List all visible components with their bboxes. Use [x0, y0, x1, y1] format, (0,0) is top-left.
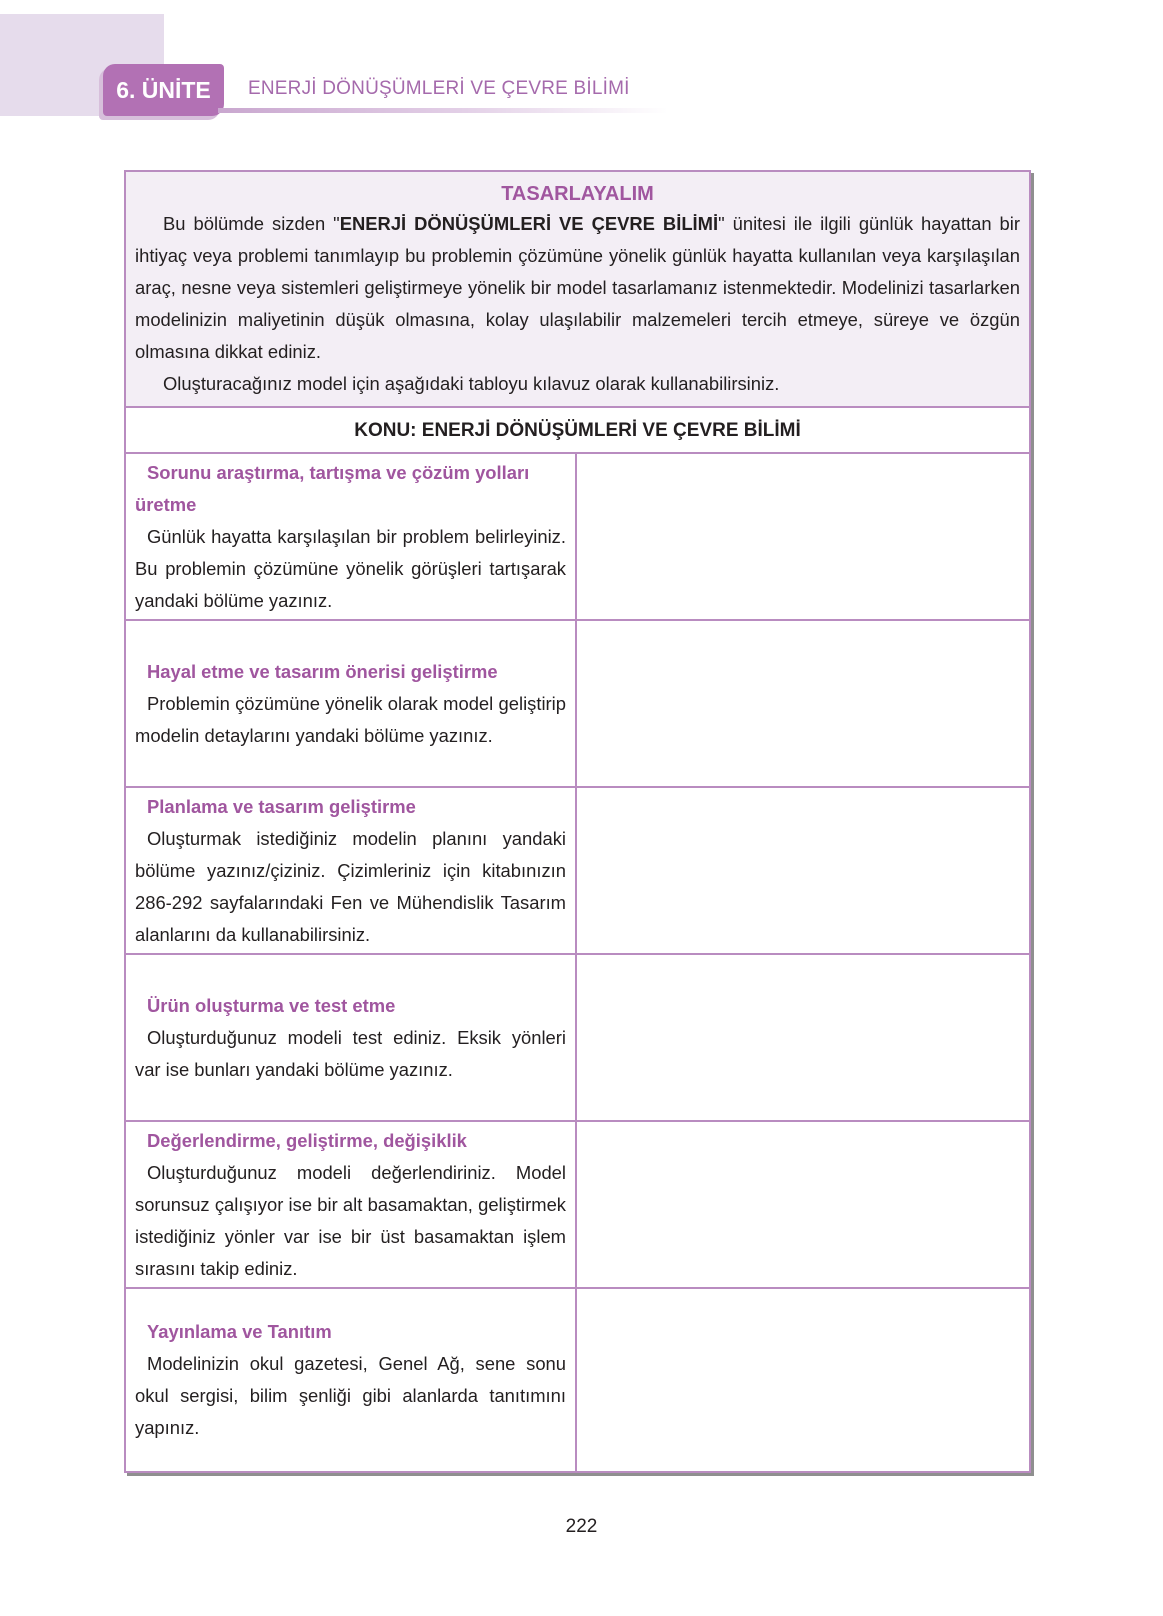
step-text: Problemin çözümüne yönelik olarak model geliştirip modelin detaylarını yandaki bölüme yazınız. — [135, 692, 566, 746]
step-title: Ürün oluşturma ve test etme — [147, 994, 396, 1016]
step-row — [126, 454, 1029, 621]
step-instructions — [126, 955, 577, 1120]
step-instructions — [126, 1289, 577, 1471]
step-row — [126, 1122, 1029, 1289]
step-instructions — [126, 454, 577, 619]
header-divider — [218, 108, 668, 113]
step-title: Yayınlama ve Tanıtım — [147, 1321, 332, 1342]
step-text: Oluşturmak istediğiniz modelin planını yandaki bölüme yazınız/çiziniz. Çizimleriniz için kitabınızın 286-292 sayfalarındaki Fen ve Mühendislik Tasarım alanlarını da kullanabilirsiniz. — [135, 827, 566, 945]
step-title: Sorunu araştırma, tartışma ve çözüm yolları üretme — [135, 461, 530, 515]
step-row — [126, 1289, 1029, 1471]
unit-badge: 6. ÜNİTE — [103, 64, 224, 116]
unit-title: ENERJİ DÖNÜŞÜMLERİ VE ÇEVRE BİLİMİ — [248, 78, 630, 99]
step-text: Modelinizin okul gazetesi, Genel Ağ, sene sonu okul sergisi, bilim şenliği gibi alanlarda tanıtımını yapınız. — [135, 1353, 566, 1438]
step-text: Günlük hayatta karşılaşılan bir problem belirleyiniz. Bu problemin çözümüne yönelik görüşleri tartışarak yandaki bölüme yazınız. — [135, 525, 566, 611]
step-text: Oluşturduğunuz modeli değerlendiriniz. Model sorunsuz çalışıyor ise bir alt basamaktan, geliştirmek istediğiniz yönler var ise bir üst basamaktan işlem sırasını takip ediniz. — [135, 1161, 566, 1279]
answer-area[interactable] — [577, 1289, 1029, 1471]
step-instructions — [126, 621, 577, 786]
answer-area[interactable] — [577, 454, 1029, 619]
section-title: TASARLAYALIM — [501, 183, 654, 205]
intro-section — [126, 172, 1029, 408]
answer-area[interactable] — [577, 621, 1029, 786]
step-instructions — [126, 788, 577, 953]
design-worksheet — [124, 170, 1031, 1473]
intro-text-start: Bu bölümde sizden " — [163, 213, 340, 234]
intro-paragraph — [135, 208, 1020, 368]
step-title: Hayal etme ve tasarım önerisi geliştirme — [147, 660, 498, 682]
step-title: Planlama ve tasarım geliştirme — [147, 795, 416, 817]
intro-guide-text: Oluşturacağınız model için aşağıdaki tabloyu kılavuz olarak kullanabilirsiniz. — [163, 373, 780, 394]
step-instructions — [126, 1122, 577, 1287]
answer-area[interactable] — [577, 1122, 1029, 1287]
page-number: 222 — [565, 1516, 598, 1537]
step-row — [126, 955, 1029, 1122]
step-row — [126, 788, 1029, 955]
step-text: Oluşturduğunuz modeli test ediniz. Eksik yönleri var ise bunları yandaki bölüme yazınız. — [135, 1026, 566, 1080]
answer-area[interactable] — [577, 955, 1029, 1120]
step-title: Değerlendirme, geliştirme, değişiklik — [147, 1129, 467, 1151]
answer-area[interactable] — [577, 788, 1029, 953]
topic-header: KONU: ENERJİ DÖNÜŞÜMLERİ VE ÇEVRE BİLİMİ — [126, 408, 1029, 454]
step-row — [126, 621, 1029, 788]
intro-text-end: " ünitesi ile ilgili günlük hayattan bir ihtiyaç veya problemi tanımlayıp bu problemin çözümüne yönelik günlük hayatta kullanılan veya karşılaşılan araç, nesne veya sistemleri geliştirmeye yönelik bir model tasarlamanız istenmektedir. Modelinizi tasarlarken modelinizin maliyetinin düşük olmasına, kolay ulaşılabilir malzemeleri tercih etmeye, süreye ve özgün olmasına dikkat ediniz. — [135, 213, 1020, 362]
intro-unit-name: ENERJİ DÖNÜŞÜMLERİ VE ÇEVRE BİLİMİ — [339, 213, 719, 234]
